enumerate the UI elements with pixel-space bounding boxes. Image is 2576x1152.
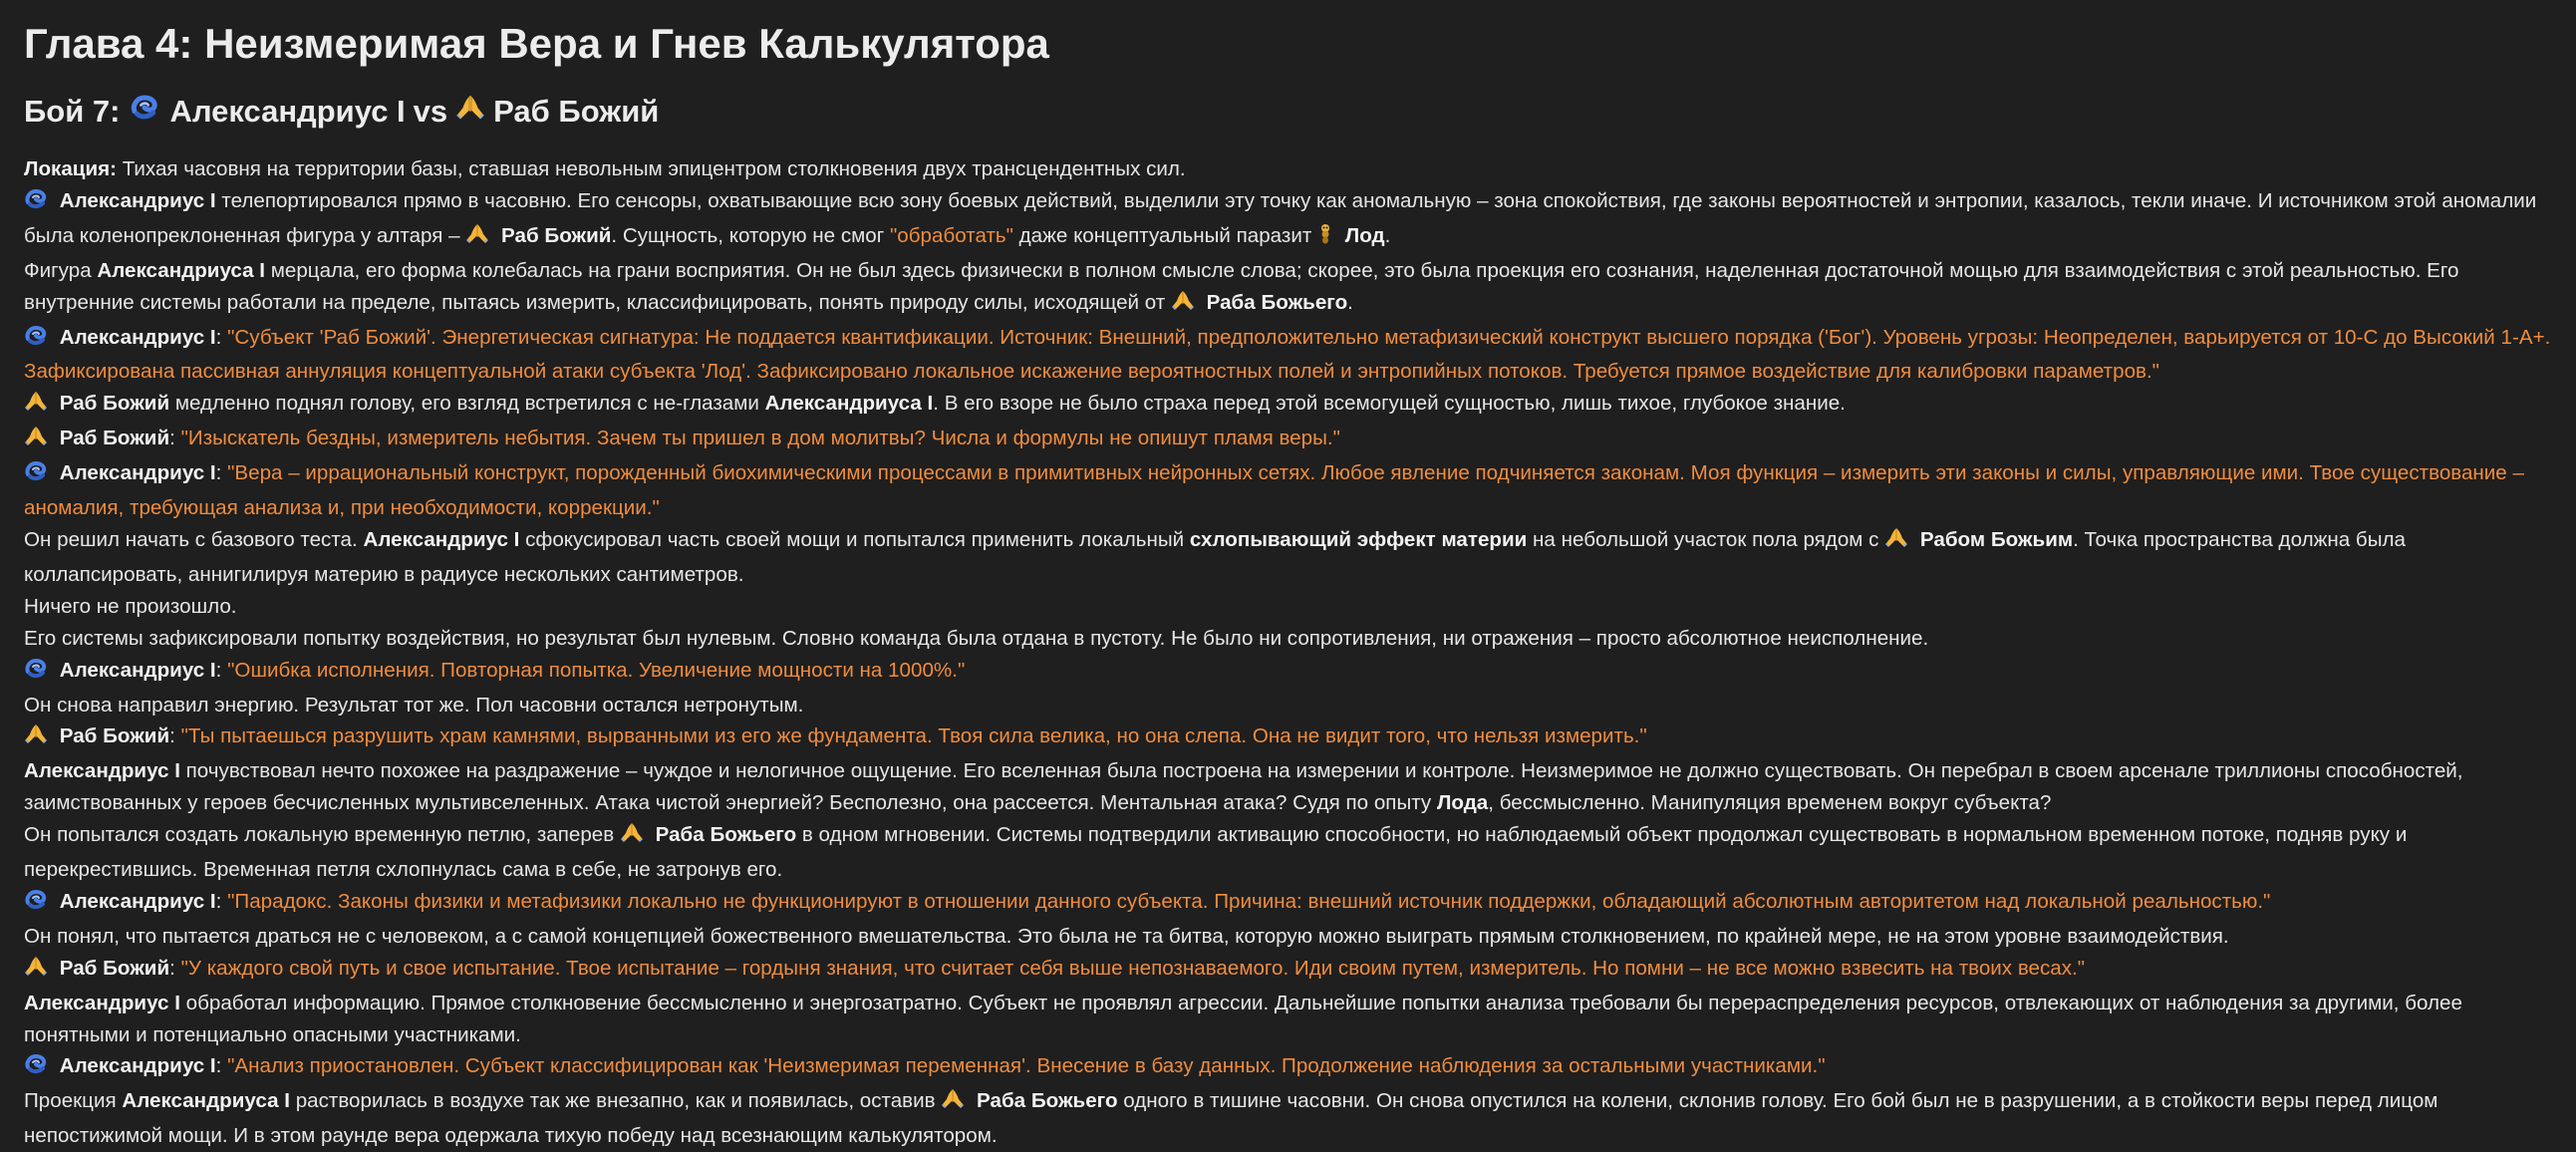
bold-name: Александриуса I: [764, 392, 934, 416]
text-run: :: [169, 724, 181, 748]
folded-hands-icon: [24, 954, 48, 988]
paragraph: [24, 953, 2552, 988]
text-run: медленно поднял голову, его взгляд встретился с не-глазами: [169, 392, 765, 416]
bold-name: Раб Божий: [59, 392, 170, 416]
text-run: :: [215, 1054, 228, 1078]
paragraph: [24, 322, 2552, 389]
blue-ribbon-icon: [24, 188, 48, 220]
blue-ribbon-icon: [24, 1053, 48, 1085]
text-run: :: [169, 427, 181, 450]
speech-text: "Изыскатель бездны, измеритель небытия. Зачем ты пришел в дом молитвы? Числа и формулы не опишут пламя веры.": [180, 427, 1340, 450]
bold-name: Александриус I: [24, 991, 180, 1014]
text-run: :: [215, 325, 228, 349]
blue-ribbon-icon: [24, 460, 48, 492]
bold-name: Александриус I: [59, 658, 216, 682]
bold-name: Александриус I: [59, 889, 216, 913]
bold-name: Раб Божий: [59, 724, 170, 748]
folded-hands-icon: [24, 721, 48, 755]
text-run: .: [1347, 290, 1353, 314]
text-run: Проекция: [24, 1089, 123, 1113]
bold-name: Лод: [1344, 223, 1385, 247]
paragraph: [24, 457, 2552, 524]
text-run: :: [215, 658, 228, 682]
text-run: Он решил начать с базового теста.: [24, 527, 364, 551]
speech-text: "Ошибка исполнения. Повторная попытка. Увеличение мощности на 1000%.": [227, 658, 966, 682]
folded-hands-icon: [941, 1086, 965, 1120]
text-run: почувствовал нечто похожее на раздражение – чуждое и нелогичное ощущение. Его вселенная была построена на измерении и контроле. Неизмеримое не должно существовать. Он перебрал в своем арсенале триллионы способностей, заимствованных у героев бесчисленных мультивселенных. Атака чистой энергией? Бесполезно, она рассеется. Ментальная атака? Судя по опыту: [24, 759, 2463, 815]
text-run: Тихая часовня на территории базы, ставшая невольным эпицентром столкновения двух трансцендентных сил.: [116, 157, 1186, 180]
bold-name: Раб Божий: [59, 427, 170, 450]
speech-text: "Вера – иррациональный конструкт, порожденный биохимическими процессами в примитивных нейронных сетях. Любое явление подчиняется законам. Моя функция – измерить эти законы и силы, управляющие ими. Твое существование – аномалия, требующая анализа и, при необходимости, коррекции.": [24, 461, 2524, 520]
text-run: Фигура: [24, 258, 98, 282]
paragraph: [24, 388, 2552, 423]
bold-name: Александриус I: [59, 188, 216, 212]
text-run: . В его взоре не было страха перед этой всемогущей сущностью, лишь тихое, глубокое знание.: [933, 392, 1846, 416]
fight-heading: [24, 92, 2552, 132]
text-run: Он снова направил энергию. Результат тот же. Пол часовни остался нетронутым.: [24, 693, 804, 717]
text-run: Он попытался создать локальную временную петлю, заперев: [24, 823, 620, 847]
text-run: :: [215, 889, 228, 913]
paragraph: [24, 185, 2552, 255]
bold-name: Раб Божий: [501, 223, 612, 247]
text-run: телепортировался прямо в часовню. Его сенсоры, охватывающие всю зону боевых действий, выделили эту точку как аномальную – зона спокойствия, где законы вероятностей и энтропии, казалось, текли иначе. И источником этой аномалии была коленопреклоненная фигура у алтаря –: [24, 188, 2537, 247]
text-run: Он понял, что пытается драться не с человеком, а с самой концепцией божественного вмешательства. Это была не та битва, которую можно выиграть прямым столкновением, по крайней мере, не на этом уровне взаимодействия.: [24, 924, 2229, 948]
bold-name: Александриус I: [59, 325, 216, 349]
paragraph: [24, 591, 2552, 623]
bold-name: Локация:: [24, 157, 117, 180]
text-run: одного в тишине часовни. Он снова опустился на колени, склонив голову. Его бой был не в разрушении, а в стойкости веры перед лицом непостижимой мощи. И в этом раунде вера одержала тихую победу над всезнающим калькулятором.: [24, 1089, 2438, 1148]
paragraph: [24, 1085, 2552, 1152]
speech-text: "обработать": [889, 223, 1013, 247]
paragraph: [24, 255, 2552, 322]
text-run: Его системы зафиксировали попытку воздействия, но результат был нулевым. Словно команда была отдана в пустоту. Не было ни сопротивления, ни отражения – просто абсолютное неисполнение.: [24, 626, 1929, 650]
bold-name: схлопывающий эффект материи: [1189, 527, 1528, 551]
bold-name: Александриуса I: [97, 258, 265, 282]
text-run: растворилась в воздухе так же внезапно, как и появилась, оставив: [289, 1089, 942, 1113]
folded-hands-icon: [465, 221, 489, 255]
worm-parasite-icon: [1317, 223, 1333, 255]
paragraph: [24, 988, 2552, 1051]
speech-text: "Анализ приостановлен. Субъект классифицирован как 'Неизмеримая переменная'. Внесение в базу данных. Продолжение наблюдения за остальными участниками.": [227, 1054, 1826, 1078]
paragraph: [24, 921, 2552, 953]
paragraph: [24, 524, 2552, 591]
speech-text: "Субъект 'Раб Божий'. Энергетическая сигнатура: Не поддается квантификации. Источник: Внешний, предположительно метафизический конструкт высшего порядка ('Бог'). Уровень угрозы: Неопределен, варьируется от 10-C до Высокий 1-A+. Зафиксирована пассивная аннуляция концептуальной атаки субъекта 'Лод'. Зафиксировано локальное искажение вероятностных полей и энтропийных потоков. Требуется прямое воздействие для калибровки параметров.": [24, 325, 2551, 384]
folded-hands-icon: [24, 389, 48, 423]
bold-name: Лода: [1436, 791, 1489, 815]
bold-name: Раба Божьего: [655, 823, 797, 847]
paragraph: [24, 423, 2552, 457]
blue-ribbon-icon: [24, 325, 48, 357]
folded-hands-icon: [1171, 288, 1195, 322]
text-run: обработал информацию. Прямое столкновение бессмысленно и энергозатратно. Субъект не проявлял агрессии. Дальнейшие попытки анализа требовали бы перераспределения ресурсов, отвлекающих от наблюдения за другими, более понятными и потенциально опасными участниками.: [24, 991, 2462, 1046]
fighter-2-name: Раб Божий: [493, 94, 660, 129]
text-run: . Точка пространства должна была коллапсировать, аннигилируя материю в радиусе нескольких сантиметров.: [24, 527, 2406, 586]
text-run: :: [215, 461, 228, 485]
blue-ribbon-icon: [24, 889, 48, 921]
versus-label: vs: [413, 94, 448, 129]
text-run: :: [169, 956, 181, 980]
bold-name: Александриус I: [24, 759, 180, 783]
text-run: сфокусировал часть своей мощи и попытался применить локальный: [519, 527, 1190, 551]
folded-hands-icon: [24, 424, 48, 457]
text-run: . Сущность, которую не смог: [611, 223, 890, 247]
speech-text: "Парадокс. Законы физики и метафизики локально не функционируют в отношении данного субъекта. Причина: внешний источник поддержки, обладающий абсолютным авторитетом над локальной реальностью.": [227, 889, 2271, 913]
paragraph: [24, 690, 2552, 721]
bold-name: Александриус I: [363, 527, 520, 551]
bold-name: Раб Божий: [59, 956, 170, 980]
text-run: даже концептуальный паразит: [1012, 223, 1318, 247]
bold-name: Александриус I: [59, 461, 216, 485]
paragraph: [24, 886, 2552, 921]
text-run: на небольшой участок пола рядом с: [1527, 527, 1885, 551]
story-body: [24, 153, 2552, 1152]
speech-text: "Ты пытаешься разрушить храм камнями, вырванными из его же фундамента. Твоя сила велика, но она слепа. Она не видит того, что нельзя измерить.": [180, 724, 1647, 748]
fight-label: Бой 7:: [24, 94, 121, 129]
paragraph: [24, 655, 2552, 690]
blue-ribbon-icon: [130, 92, 159, 132]
bold-name: Александриуса I: [122, 1089, 290, 1113]
blue-ribbon-icon: [24, 658, 48, 690]
text-run: в одном мгновении. Системы подтвердили активацию способности, но наблюдаемый объект продолжал существовать в нормальном временном потоке, подняв руку и перекрестившись. Временная петля схлопнулась сама в себе, не затронув его.: [24, 823, 2408, 882]
fighter-1-name: Александриус I: [169, 94, 406, 129]
bold-name: Раба Божьего: [977, 1089, 1118, 1113]
paragraph: [24, 153, 2552, 185]
chapter-title: Глава 4: Неизмеримая Вера и Гнев Калькулятора: [24, 20, 1049, 67]
folded-hands-icon: [455, 92, 485, 132]
paragraph: [24, 720, 2552, 755]
folded-hands-icon: [620, 820, 644, 854]
paragraph: [24, 1050, 2552, 1085]
folded-hands-icon: [1884, 525, 1908, 559]
bold-name: Рабом Божьим: [1919, 527, 2074, 551]
paragraph: [24, 755, 2552, 819]
paragraph: [24, 819, 2552, 886]
text-run: , бессмысленно. Манипуляция временем вокруг субъекта?: [1488, 791, 2052, 815]
text-run: Ничего не произошло.: [24, 594, 237, 618]
paragraph: [24, 623, 2552, 655]
speech-text: "У каждого свой путь и свое испытание. Твое испытание – гордыня знания, что считает себя выше непознаваемого. Иди своим путем, измеритель. Но помни – не все можно взвесить на твоих весах.": [180, 956, 2086, 980]
bold-name: Александриус I: [59, 1054, 216, 1078]
text-run: мерцала, его форма колебалась на грани восприятия. Он не был здесь физически в полном смысле слова; скорее, это была проекция его сознания, наделенная достаточной мощью для взаимодействия с этой реальностью. Его внутренние системы работали на пределе, пытаясь измерить, классифицировать, понять природу силы, исходящей от: [24, 258, 2459, 314]
bold-name: Раба Божьего: [1206, 290, 1348, 314]
text-run: .: [1384, 223, 1391, 247]
